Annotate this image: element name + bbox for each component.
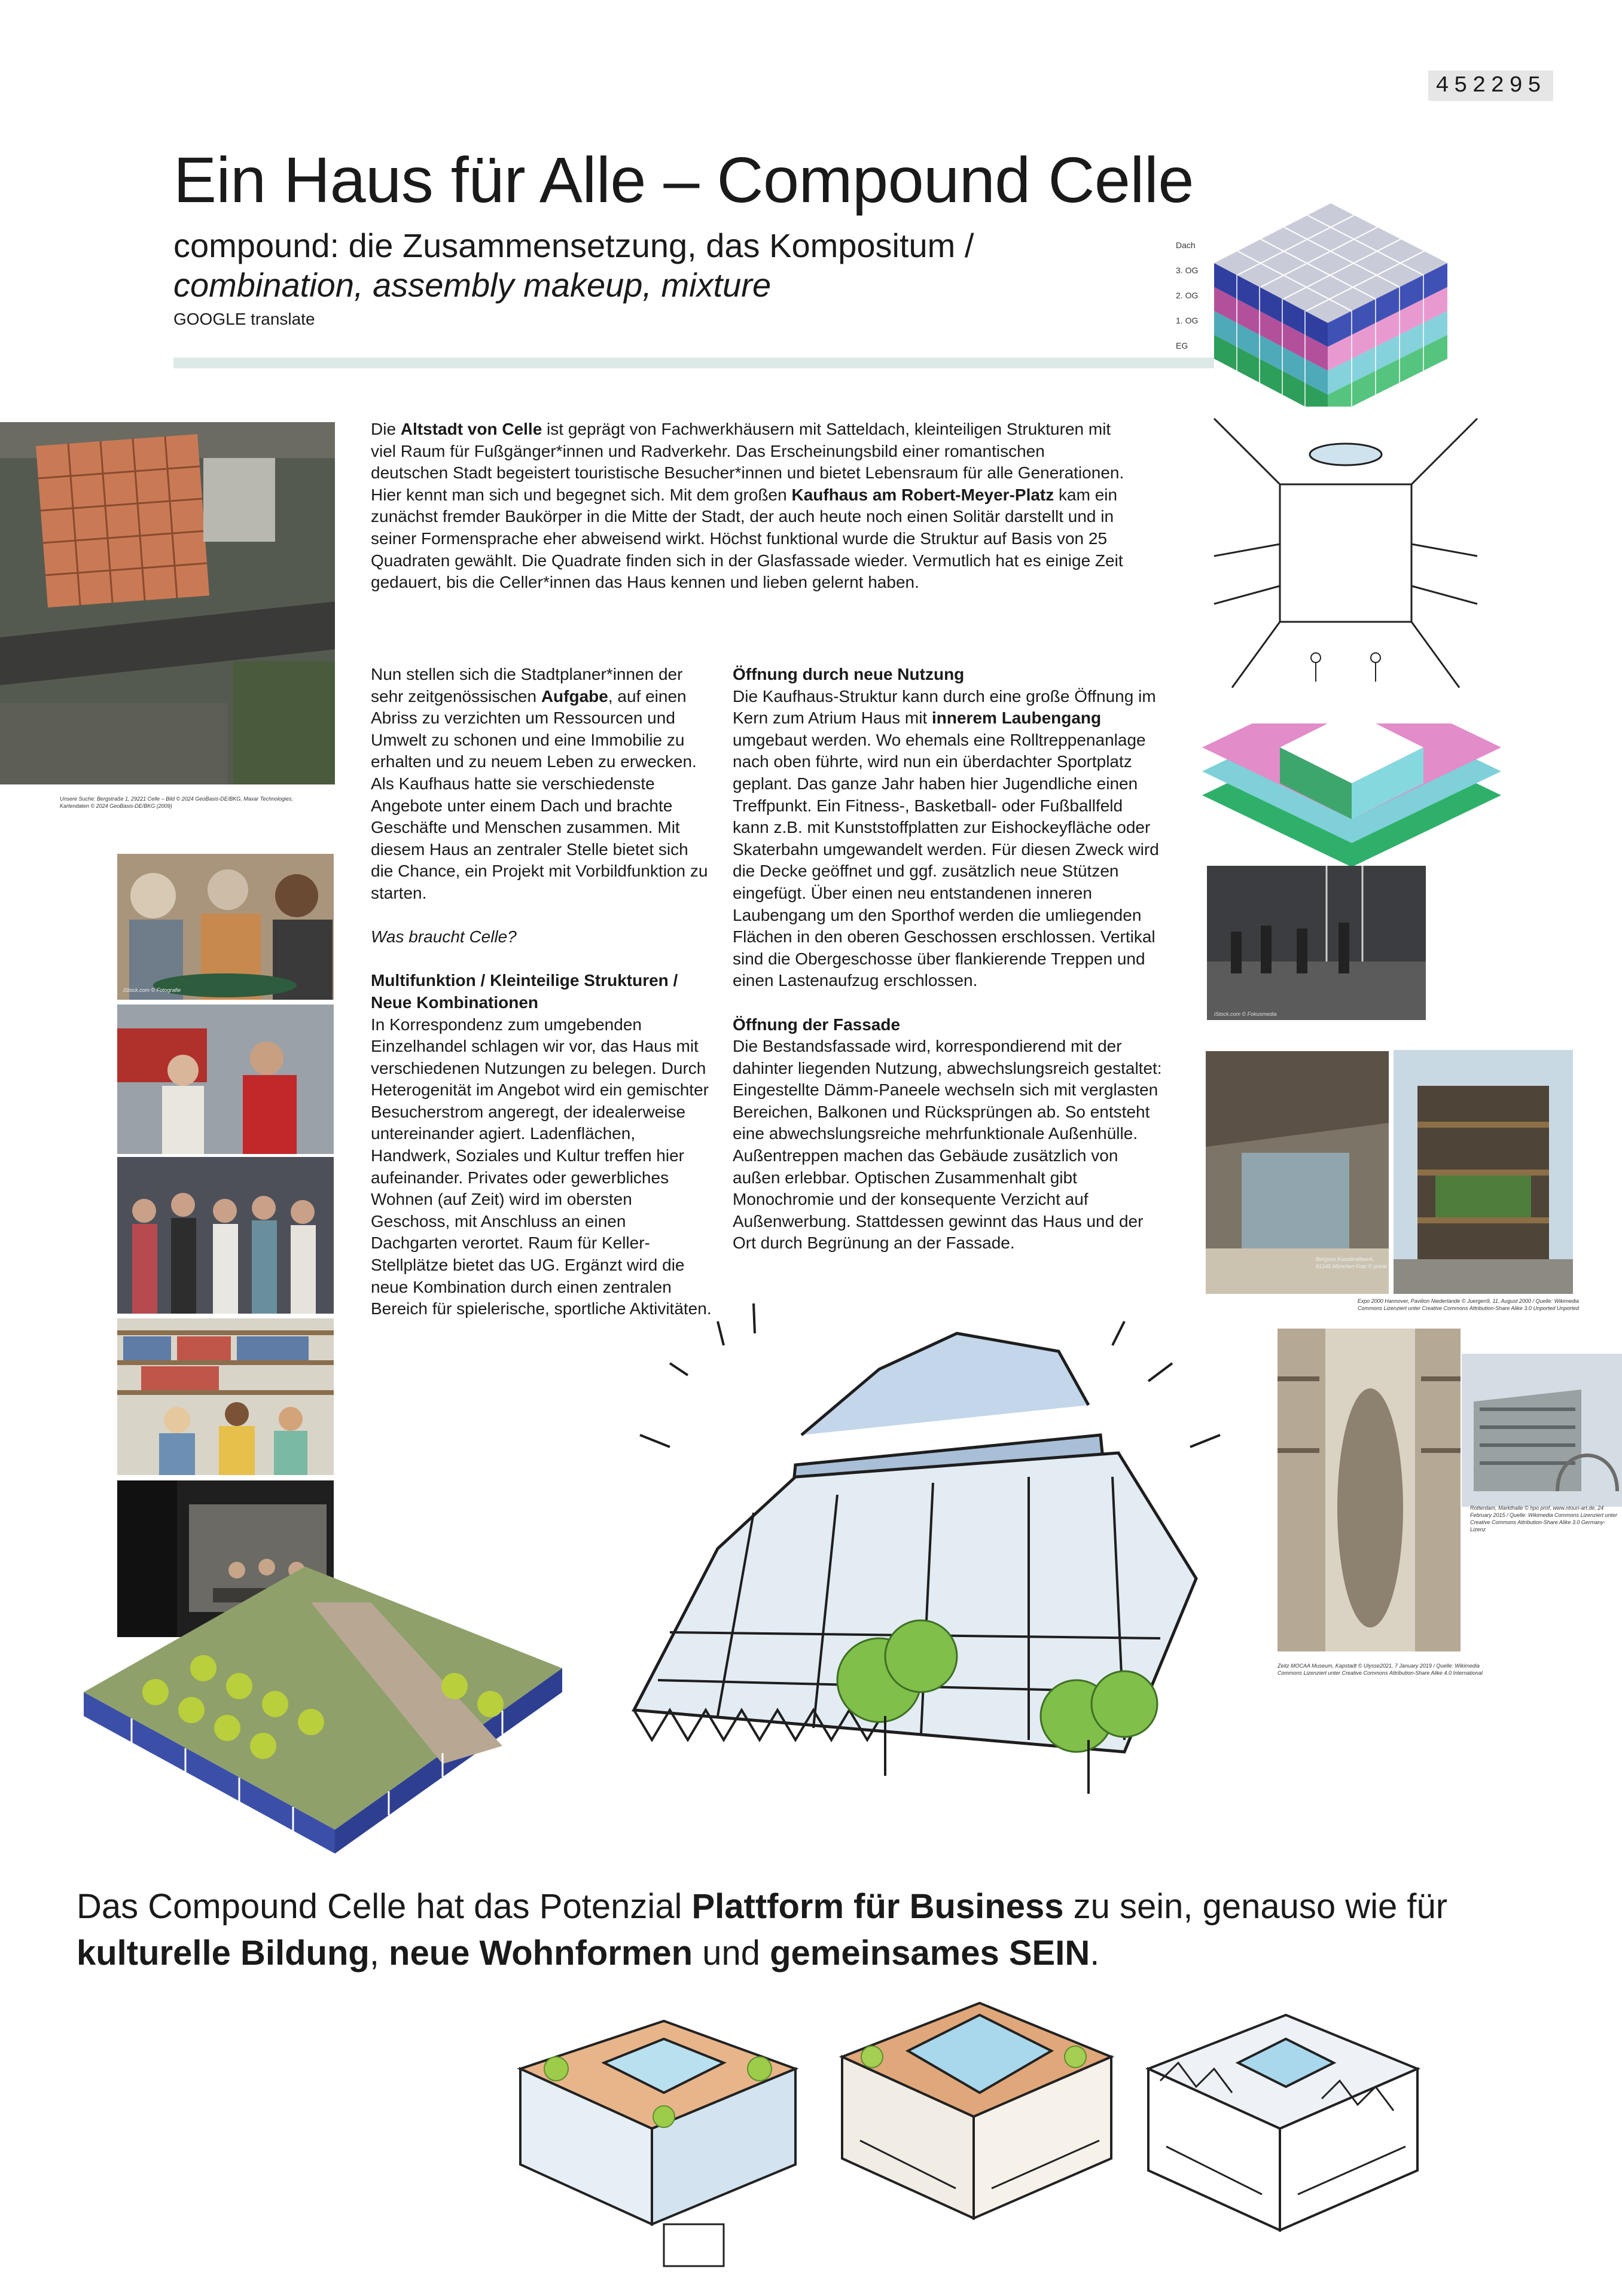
level-stack-diagram [1196, 197, 1453, 419]
poster-id: 452295 [1428, 71, 1553, 101]
caption-zeitz: Zeitz MOCAA Museum, Kapstadt © Ulysse2021, 7 January 2019 / Quelle: Wikimedia Commons Lizenziert unter Creative Commons Attribution-Share Alike 4.0 International [1278, 1663, 1483, 1676]
level-label-dach: Dach [1176, 240, 1196, 250]
subtitle-translation: combination, assembly makeup, mixture [173, 266, 772, 304]
photo-mechanic [117, 1004, 334, 1154]
caption-rotterdam: Rotterdam, Markthalle © hpo prof, www.ntouri-art.de, 24 February 2015 / Quelle: Wikimedia Commons Lizenziert unter Creative Commons Attribution-Share Alike 3.0 Germany-Lizenz [1470, 1505, 1618, 1532]
subtitle: compound: die Zusammensetzung, das Kompositum / [173, 227, 974, 264]
caption-bergson: Bergson Kunstkraftwerk, 81245 München Foto © privat [1316, 1256, 1387, 1269]
level-label-og1: 1. OG [1176, 316, 1199, 325]
text-column-1: Nun stellen sich die Stadtplaner*innen der sehr zeitgenössischen Aufgabe, auf einen Abriss zu verzichten um Ressourcen und Umwelt zu schonen und eine Immobilie zu erhalten und zu neuem Leben zu erwecken. Als Kaufhaus hatte sie verschiedenste Angebote unter einem Dach und brachte Geschäfte und Menschen zusammen. Mit diesem Haus an zentraler Stelle bietet sich die Chance, ein Projekt mit Vorbildfunktion zu starten. Was braucht Celle? Multifunktion / Kleinteilige Strukturen / Neue Kombinationen In Korrespondenz zum umgebenden Einzelhandel schlagen wir vor, das Haus mit verschiedenen Nutzungen zu belegen. Durch Heterogenität im Angebot wird ein gemischter Besucherstrom angeregt, der idealerweise untereinander agiert. Ladenflächen, Handwerk, Soziales und Kultur treffen hier aufeinander. Privates oder gewerbliches Wohnen (auf Zeit) wird im obersten Geschoss, mit Anschluss an einen Dachgarten verortet. Raum für Keller-Stellplätze bietet das UG. Ergänzt wird die neue Kombination durch einen zentralen Bereich für spielerische, sportliche Aktivitäten. [371, 665, 712, 1318]
sketch-atrium-interior [1208, 407, 1483, 692]
photo-zeitz-mocaa [1278, 1329, 1461, 1651]
photo-gym [1207, 866, 1426, 1020]
page-title: Ein Haus für Alle – Compound Celle [173, 144, 1194, 216]
header-divider [173, 358, 1214, 368]
ring-level-diagram [1202, 723, 1501, 867]
photo-expo-pavilion [1394, 1050, 1573, 1294]
sketch-facade-main [598, 1297, 1280, 1824]
photo-rotterdam-markthal [1462, 1354, 1622, 1507]
sketch-green-roof-1 [508, 1997, 807, 2284]
level-label-og3: 3. OG [1176, 265, 1199, 275]
photo-teenagers [117, 1157, 334, 1314]
text-column-2: Öffnung durch neue Nutzung Die Kaufhaus-Struktur kann durch eine große Öffnung im Kern zum Atrium Haus mit innerem Laubengang umgebaut werden. Wo ehemals eine Rolltreppenanlage nach oben führte, wird nun ein überdachter Sportplatz geplant. Das ganze Jahr haben hier Jugendliche einen Treffpunkt. Ein Fitness-, Basketball- oder Fußballfeld kann z.B. mit Kunststoffplatten zur Eishockeyfläche oder Skaterbahn umgewandelt werden. Für diesen Zweck wird die Decke geöffnet und ggf. zusätzlich neue Stützen eingefügt. Über einen neu entstandenen inneren Laubengang um den Sporthof werden die umliegenden Flächen in den oberen Geschossen erschlossen. Vertikal sind die Obergeschosse über flankierende Treppen und einen Lastenaufzug erschlossen. Öffnung der Fassade Die Bestandsfassade wird, korrespondierend mit der dahinter liegenden Nutzung, abwechslungsreich gestaltet: Eingestellte Dämm-Paneele wechseln sich mit verglasten Bereichen, Balkonen und Rücksprüngen ab. So entsteht eine abwechslungsreiche mehrfunktionale Außenhülle. Außentreppen machen das Gebäude zusätzlich von außen erlebbar. Optischen Zusammenhalt gibt Monochromie und der konsequente Verzicht auf Außenwerbung. Stattdessen gewinnt das Haus und der Ort durch Begrünung an der Fassade. [733, 665, 1162, 1253]
sketch-green-roof-2 [836, 1991, 1117, 2278]
caption-gym: iStock.com © Fokusmedia [1214, 1011, 1277, 1017]
roof-garden-illustration [84, 1567, 574, 1854]
caption-expo: Expo 2000 Hannover, Pavilion Niederlande © Juergen9, 11. August 2000 / Quelle: Wikimedia Commons Lizenziert unter Creative Commons Attribution-Share Alike 3.0 Unported Unported [1357, 1298, 1579, 1311]
translation-credit: GOOGLE translate [173, 310, 315, 328]
level-label-og2: 2. OG [1176, 291, 1199, 300]
aerial-map-image [0, 422, 335, 784]
level-label-eg: EG [1176, 341, 1188, 350]
intro-text: Die Altstadt von Celle ist geprägt von Fachwerkhäusern mit Satteldach, kleinteiligen Strukturen mit viel Raum für Fußgänger*innen und Radverkehr. Das Erscheinungsbild einer romantischen deutschen Stadt begeistert touristische Besucher*innen und bietet Lebensraum für alle Generationen. Hier kennt man sich und begegnet sich. Mit dem großen Kaufhaus am Robert-Meyer-Platz kam ein zunächst fremder Baukörper in die Mitte der Stadt, der auch heute noch einen Solitär darstellt und in seiner Formensprache eher abweisend wirkt. Höchst funktional wurde die Struktur auf Basis von 25 Quadraten gewählt. Die Quadrate finden sich in der Glasfassade wieder. Vermutlich hat es einige Zeit gedauert, bis die Celler*innen das Haus kennen und lieben gelernt haben. [371, 420, 1124, 592]
sketch-roof-structure [1142, 1997, 1423, 2278]
photo-seniors-cafe [117, 854, 334, 1000]
caption-photo-1: iStock.com © Fotografie [123, 987, 181, 993]
closing-statement: Das Compound Celle hat das Potenzial Plattform für Business zu sein, genauso wie für kulturelle Bildung, neue Wohnformen und gemeinsames SEIN. [77, 1887, 1448, 1973]
caption-aerial: Unsere Suche: Bergstraße 1, 29221 Celle – Bild © 2024 GeoBasis-DE/BKG, Maxar Technologies, Kartendaten © 2024 GeoBasis-DE/BKG (2009) [60, 796, 294, 809]
photo-library-kids [117, 1318, 334, 1475]
